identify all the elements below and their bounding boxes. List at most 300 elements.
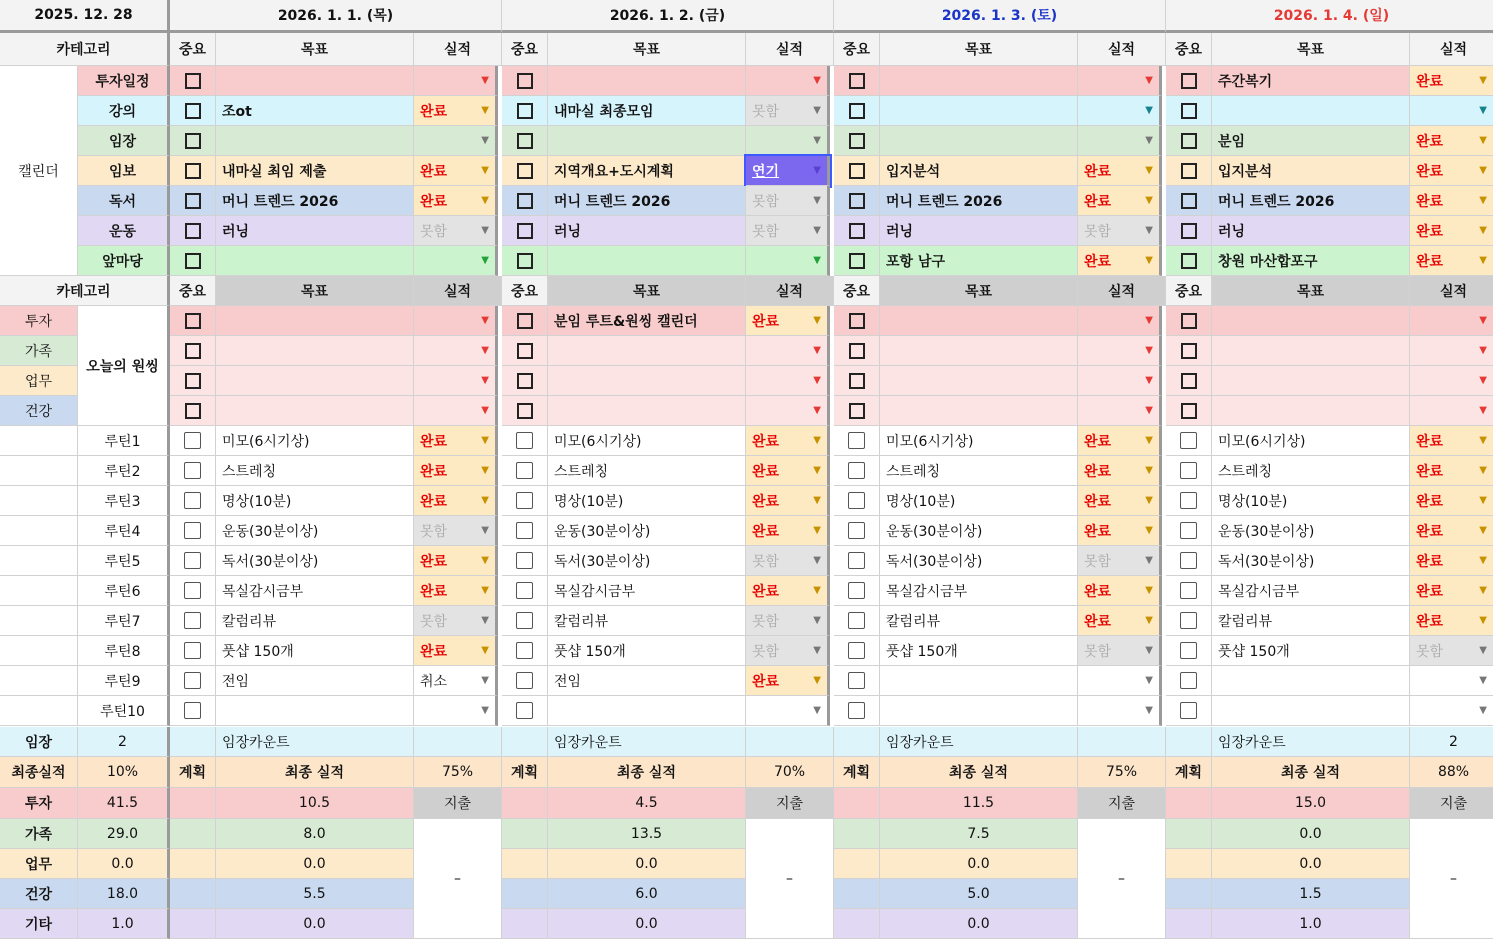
- dropdown-arrow-icon[interactable]: ▼: [1145, 374, 1153, 386]
- result-dropdown[interactable]: [414, 216, 498, 246]
- important-checkbox[interactable]: [848, 642, 865, 659]
- important-checkbox[interactable]: [1180, 522, 1197, 539]
- dropdown-arrow-icon[interactable]: ▼: [481, 554, 489, 566]
- dropdown-arrow-icon[interactable]: ▼: [1479, 704, 1487, 716]
- dropdown-arrow-icon[interactable]: ▼: [1145, 674, 1153, 686]
- important-checkbox[interactable]: [849, 133, 865, 149]
- dropdown-arrow-icon[interactable]: ▼: [1479, 554, 1487, 566]
- result-dropdown[interactable]: [1410, 246, 1493, 276]
- dropdown-arrow-icon[interactable]: ▼: [813, 74, 821, 86]
- result-dropdown[interactable]: [746, 246, 830, 276]
- important-checkbox[interactable]: [1181, 193, 1197, 209]
- result-dropdown[interactable]: [1078, 576, 1162, 606]
- dropdown-arrow-icon[interactable]: ▼: [1145, 554, 1153, 566]
- result-dropdown[interactable]: [746, 456, 830, 486]
- important-checkbox[interactable]: [184, 672, 201, 689]
- important-checkbox[interactable]: [517, 253, 533, 269]
- result-dropdown[interactable]: [1410, 576, 1493, 606]
- important-checkbox[interactable]: [1181, 73, 1197, 89]
- routine-goal-input[interactable]: 독서(30분이상): [548, 546, 746, 576]
- dropdown-arrow-icon[interactable]: ▼: [481, 314, 489, 326]
- dropdown-arrow-icon[interactable]: ▼: [1479, 374, 1487, 386]
- important-checkbox[interactable]: [1181, 373, 1197, 389]
- dropdown-arrow-icon[interactable]: ▼: [1145, 614, 1153, 626]
- important-checkbox[interactable]: [848, 672, 865, 689]
- goal-input[interactable]: [216, 396, 414, 426]
- important-checkbox[interactable]: [1181, 133, 1197, 149]
- important-checkbox[interactable]: [185, 373, 201, 389]
- dropdown-arrow-icon[interactable]: ▼: [481, 344, 489, 356]
- important-checkbox[interactable]: [848, 522, 865, 539]
- important-checkbox[interactable]: [1181, 103, 1197, 119]
- result-dropdown[interactable]: [1078, 396, 1162, 426]
- important-checkbox[interactable]: [184, 582, 201, 599]
- important-checkbox[interactable]: [517, 223, 533, 239]
- important-checkbox[interactable]: [849, 403, 865, 419]
- result-dropdown[interactable]: [1078, 246, 1162, 276]
- result-dropdown[interactable]: [1410, 186, 1493, 216]
- result-dropdown[interactable]: [1410, 606, 1493, 636]
- result-dropdown[interactable]: [1078, 486, 1162, 516]
- result-dropdown[interactable]: [1410, 696, 1493, 726]
- important-checkbox[interactable]: [184, 492, 201, 509]
- dropdown-arrow-icon[interactable]: ▼: [481, 194, 489, 206]
- result-dropdown[interactable]: [1410, 336, 1493, 366]
- result-dropdown[interactable]: [1078, 66, 1162, 96]
- dropdown-arrow-icon[interactable]: ▼: [1479, 584, 1487, 596]
- dropdown-arrow-icon[interactable]: ▼: [1479, 614, 1487, 626]
- dropdown-arrow-icon[interactable]: ▼: [1479, 254, 1487, 266]
- dropdown-arrow-icon[interactable]: ▼: [481, 614, 489, 626]
- result-dropdown[interactable]: [414, 636, 498, 666]
- dropdown-arrow-icon[interactable]: ▼: [813, 434, 821, 446]
- goal-input[interactable]: [216, 306, 414, 336]
- dropdown-arrow-icon[interactable]: ▼: [1145, 314, 1153, 326]
- important-checkbox[interactable]: [849, 193, 865, 209]
- routine-goal-input[interactable]: 명상(10분): [1212, 486, 1410, 516]
- dropdown-arrow-icon[interactable]: ▼: [481, 644, 489, 656]
- result-dropdown[interactable]: [414, 96, 498, 126]
- routine-goal-input[interactable]: [216, 696, 414, 726]
- result-dropdown[interactable]: [414, 576, 498, 606]
- dropdown-arrow-icon[interactable]: ▼: [1145, 584, 1153, 596]
- routine-goal-input[interactable]: 칼럼리뷰: [548, 606, 746, 636]
- goal-input[interactable]: [216, 336, 414, 366]
- goal-input[interactable]: [1212, 396, 1410, 426]
- result-dropdown[interactable]: [746, 636, 830, 666]
- result-dropdown[interactable]: [746, 336, 830, 366]
- important-checkbox[interactable]: [849, 223, 865, 239]
- important-checkbox[interactable]: [1180, 582, 1197, 599]
- goal-input[interactable]: 러닝: [216, 216, 414, 246]
- routine-goal-input[interactable]: 운동(30분이상): [216, 516, 414, 546]
- result-dropdown[interactable]: [1410, 66, 1493, 96]
- result-dropdown[interactable]: [1410, 486, 1493, 516]
- dropdown-arrow-icon[interactable]: ▼: [1479, 314, 1487, 326]
- goal-input[interactable]: [548, 336, 746, 366]
- dropdown-arrow-icon[interactable]: ▼: [813, 704, 821, 716]
- result-dropdown[interactable]: [414, 396, 498, 426]
- goal-input[interactable]: [548, 66, 746, 96]
- result-dropdown[interactable]: [1078, 126, 1162, 156]
- routine-goal-input[interactable]: 미모(6시기상): [880, 426, 1078, 456]
- important-checkbox[interactable]: [185, 343, 201, 359]
- goal-input[interactable]: [880, 96, 1078, 126]
- result-dropdown[interactable]: [746, 306, 830, 336]
- important-checkbox[interactable]: [1180, 552, 1197, 569]
- dropdown-arrow-icon[interactable]: ▼: [813, 134, 821, 146]
- goal-input[interactable]: 포항 남구: [880, 246, 1078, 276]
- result-dropdown[interactable]: [414, 156, 498, 186]
- dropdown-arrow-icon[interactable]: ▼: [1145, 644, 1153, 656]
- dropdown-arrow-icon[interactable]: ▼: [1145, 404, 1153, 416]
- routine-goal-input[interactable]: [548, 696, 746, 726]
- important-checkbox[interactable]: [185, 133, 201, 149]
- routine-goal-input[interactable]: 목실감시금부: [880, 576, 1078, 606]
- dropdown-arrow-icon[interactable]: ▼: [1479, 74, 1487, 86]
- important-checkbox[interactable]: [516, 582, 533, 599]
- result-dropdown[interactable]: [414, 456, 498, 486]
- dropdown-arrow-icon[interactable]: ▼: [813, 614, 821, 626]
- important-checkbox[interactable]: [185, 403, 201, 419]
- result-dropdown[interactable]: [1078, 336, 1162, 366]
- result-dropdown[interactable]: [1410, 456, 1493, 486]
- important-checkbox[interactable]: [517, 73, 533, 89]
- important-checkbox[interactable]: [516, 612, 533, 629]
- dropdown-arrow-icon[interactable]: ▼: [1145, 194, 1153, 206]
- goal-input[interactable]: 러닝: [548, 216, 746, 246]
- goal-input[interactable]: [216, 246, 414, 276]
- routine-goal-input[interactable]: 미모(6시기상): [1212, 426, 1410, 456]
- important-checkbox[interactable]: [517, 313, 533, 329]
- dropdown-arrow-icon[interactable]: ▼: [1145, 254, 1153, 266]
- important-checkbox[interactable]: [517, 403, 533, 419]
- dropdown-arrow-icon[interactable]: ▼: [813, 584, 821, 596]
- important-checkbox[interactable]: [516, 432, 533, 449]
- dropdown-arrow-icon[interactable]: ▼: [481, 584, 489, 596]
- important-checkbox[interactable]: [185, 103, 201, 119]
- dropdown-arrow-icon[interactable]: ▼: [813, 524, 821, 536]
- dropdown-arrow-icon[interactable]: ▼: [813, 404, 821, 416]
- result-dropdown[interactable]: [1078, 186, 1162, 216]
- important-checkbox[interactable]: [1181, 343, 1197, 359]
- dropdown-arrow-icon[interactable]: ▼: [813, 674, 821, 686]
- result-dropdown[interactable]: [1078, 606, 1162, 636]
- important-checkbox[interactable]: [848, 702, 865, 719]
- important-checkbox[interactable]: [1180, 462, 1197, 479]
- goal-input[interactable]: 머니 트렌드 2026: [1212, 186, 1410, 216]
- goal-input[interactable]: [1212, 336, 1410, 366]
- dropdown-arrow-icon[interactable]: ▼: [481, 494, 489, 506]
- routine-goal-input[interactable]: [1212, 696, 1410, 726]
- dropdown-arrow-icon[interactable]: ▼: [481, 134, 489, 146]
- important-checkbox[interactable]: [1180, 642, 1197, 659]
- routine-goal-input[interactable]: 목실감시금부: [548, 576, 746, 606]
- result-dropdown[interactable]: [1078, 426, 1162, 456]
- important-checkbox[interactable]: [185, 223, 201, 239]
- goal-input[interactable]: [880, 396, 1078, 426]
- important-checkbox[interactable]: [516, 522, 533, 539]
- dropdown-arrow-icon[interactable]: ▼: [481, 704, 489, 716]
- dropdown-arrow-icon[interactable]: ▼: [813, 104, 821, 116]
- routine-goal-input[interactable]: 목실감시금부: [216, 576, 414, 606]
- important-checkbox[interactable]: [1181, 313, 1197, 329]
- goal-input[interactable]: 머니 트렌드 2026: [548, 186, 746, 216]
- important-checkbox[interactable]: [848, 612, 865, 629]
- result-dropdown[interactable]: [414, 366, 498, 396]
- important-checkbox[interactable]: [516, 552, 533, 569]
- routine-goal-input[interactable]: 운동(30분이상): [548, 516, 746, 546]
- result-dropdown[interactable]: [1078, 366, 1162, 396]
- goal-input[interactable]: 러닝: [1212, 216, 1410, 246]
- dropdown-arrow-icon[interactable]: ▼: [1479, 674, 1487, 686]
- dropdown-arrow-icon[interactable]: ▼: [813, 314, 821, 326]
- important-checkbox[interactable]: [849, 163, 865, 179]
- result-dropdown[interactable]: [746, 216, 830, 246]
- dropdown-arrow-icon[interactable]: ▼: [1145, 74, 1153, 86]
- result-dropdown[interactable]: [414, 426, 498, 456]
- routine-goal-input[interactable]: 스트레칭: [216, 456, 414, 486]
- important-checkbox[interactable]: [517, 343, 533, 359]
- important-checkbox[interactable]: [1180, 672, 1197, 689]
- dropdown-arrow-icon[interactable]: ▼: [813, 344, 821, 356]
- routine-goal-input[interactable]: 풋샵 150개: [880, 636, 1078, 666]
- dropdown-arrow-icon[interactable]: ▼: [813, 494, 821, 506]
- goal-input[interactable]: [548, 246, 746, 276]
- goal-input[interactable]: [880, 336, 1078, 366]
- result-dropdown[interactable]: [414, 666, 498, 696]
- routine-goal-input[interactable]: 미모(6시기상): [216, 426, 414, 456]
- dropdown-arrow-icon[interactable]: ▼: [481, 74, 489, 86]
- important-checkbox[interactable]: [185, 73, 201, 89]
- result-dropdown[interactable]: [746, 396, 830, 426]
- routine-goal-input[interactable]: 풋샵 150개: [1212, 636, 1410, 666]
- routine-goal-input[interactable]: 운동(30분이상): [1212, 516, 1410, 546]
- goal-input[interactable]: 입지분석: [880, 156, 1078, 186]
- important-checkbox[interactable]: [1181, 403, 1197, 419]
- dropdown-arrow-icon[interactable]: ▼: [1145, 524, 1153, 536]
- goal-input[interactable]: 머니 트렌드 2026: [216, 186, 414, 216]
- dropdown-arrow-icon[interactable]: ▼: [1145, 164, 1153, 176]
- result-dropdown[interactable]: [1410, 636, 1493, 666]
- result-dropdown[interactable]: [1410, 156, 1493, 186]
- routine-goal-input[interactable]: 명상(10분): [880, 486, 1078, 516]
- result-dropdown[interactable]: [746, 426, 830, 456]
- result-dropdown[interactable]: [414, 306, 498, 336]
- routine-goal-input[interactable]: 운동(30분이상): [880, 516, 1078, 546]
- important-checkbox[interactable]: [1181, 163, 1197, 179]
- dropdown-arrow-icon[interactable]: ▼: [1145, 434, 1153, 446]
- routine-goal-input[interactable]: 스트레칭: [880, 456, 1078, 486]
- dropdown-arrow-icon[interactable]: ▼: [481, 254, 489, 266]
- goal-input[interactable]: 창원 마산합포구: [1212, 246, 1410, 276]
- result-dropdown[interactable]: [746, 516, 830, 546]
- important-checkbox[interactable]: [516, 492, 533, 509]
- result-dropdown[interactable]: [1078, 456, 1162, 486]
- routine-goal-input[interactable]: 독서(30분이상): [216, 546, 414, 576]
- routine-goal-input[interactable]: 미모(6시기상): [548, 426, 746, 456]
- important-checkbox[interactable]: [517, 373, 533, 389]
- important-checkbox[interactable]: [517, 103, 533, 119]
- dropdown-arrow-icon[interactable]: ▼: [1479, 134, 1487, 146]
- result-dropdown[interactable]: [746, 126, 830, 156]
- important-checkbox[interactable]: [849, 253, 865, 269]
- goal-input[interactable]: 내마실 최임 제출: [216, 156, 414, 186]
- important-checkbox[interactable]: [517, 193, 533, 209]
- dropdown-arrow-icon[interactable]: ▼: [1479, 344, 1487, 356]
- dropdown-arrow-icon[interactable]: ▼: [1479, 164, 1487, 176]
- dropdown-arrow-icon[interactable]: ▼: [1479, 194, 1487, 206]
- result-dropdown[interactable]: [1078, 666, 1162, 696]
- important-checkbox[interactable]: [849, 103, 865, 119]
- result-dropdown[interactable]: [1410, 306, 1493, 336]
- routine-goal-input[interactable]: 독서(30분이상): [880, 546, 1078, 576]
- result-dropdown[interactable]: [414, 516, 498, 546]
- routine-goal-input[interactable]: 풋샵 150개: [216, 636, 414, 666]
- routine-goal-input[interactable]: 풋샵 150개: [548, 636, 746, 666]
- dropdown-arrow-icon[interactable]: ▼: [1479, 224, 1487, 236]
- result-dropdown[interactable]: [414, 606, 498, 636]
- important-checkbox[interactable]: [1180, 492, 1197, 509]
- routine-goal-input[interactable]: [1212, 666, 1410, 696]
- important-checkbox[interactable]: [184, 642, 201, 659]
- result-dropdown[interactable]: [414, 696, 498, 726]
- result-dropdown[interactable]: [746, 546, 830, 576]
- dropdown-arrow-icon[interactable]: ▼: [813, 554, 821, 566]
- dropdown-arrow-icon[interactable]: ▼: [1479, 644, 1487, 656]
- result-dropdown[interactable]: [1078, 216, 1162, 246]
- goal-input[interactable]: 러닝: [880, 216, 1078, 246]
- result-dropdown[interactable]: [1078, 306, 1162, 336]
- goal-input[interactable]: [1212, 366, 1410, 396]
- result-dropdown[interactable]: [746, 66, 830, 96]
- result-dropdown[interactable]: [1410, 666, 1493, 696]
- result-dropdown[interactable]: [414, 66, 498, 96]
- result-dropdown[interactable]: [414, 126, 498, 156]
- important-checkbox[interactable]: [848, 492, 865, 509]
- important-checkbox[interactable]: [516, 462, 533, 479]
- routine-goal-input[interactable]: 칼럼리뷰: [216, 606, 414, 636]
- goal-input[interactable]: 지역개요+도시계획: [548, 156, 746, 186]
- dropdown-arrow-icon[interactable]: ▼: [481, 524, 489, 536]
- important-checkbox[interactable]: [184, 432, 201, 449]
- important-checkbox[interactable]: [1180, 432, 1197, 449]
- important-checkbox[interactable]: [516, 642, 533, 659]
- routine-goal-input[interactable]: 명상(10분): [548, 486, 746, 516]
- dropdown-arrow-icon[interactable]: ▼: [1479, 404, 1487, 416]
- dropdown-arrow-icon[interactable]: ▼: [1145, 344, 1153, 356]
- dropdown-arrow-icon[interactable]: ▼: [1479, 104, 1487, 116]
- goal-input[interactable]: [216, 66, 414, 96]
- result-dropdown[interactable]: [746, 96, 830, 126]
- dropdown-arrow-icon[interactable]: ▼: [813, 374, 821, 386]
- important-checkbox[interactable]: [848, 462, 865, 479]
- important-checkbox[interactable]: [184, 552, 201, 569]
- important-checkbox[interactable]: [517, 163, 533, 179]
- goal-input[interactable]: [548, 366, 746, 396]
- dropdown-arrow-icon[interactable]: ▼: [481, 674, 489, 686]
- result-dropdown[interactable]: [1410, 396, 1493, 426]
- dropdown-arrow-icon[interactable]: ▼: [481, 104, 489, 116]
- important-checkbox[interactable]: [185, 193, 201, 209]
- important-checkbox[interactable]: [1181, 223, 1197, 239]
- result-dropdown[interactable]: [1410, 516, 1493, 546]
- result-dropdown[interactable]: [746, 606, 830, 636]
- result-dropdown[interactable]: [1410, 216, 1493, 246]
- important-checkbox[interactable]: [849, 73, 865, 89]
- dropdown-arrow-icon[interactable]: ▼: [481, 164, 489, 176]
- goal-input[interactable]: [1212, 306, 1410, 336]
- goal-input[interactable]: [1212, 96, 1410, 126]
- important-checkbox[interactable]: [185, 163, 201, 179]
- important-checkbox[interactable]: [1181, 253, 1197, 269]
- result-dropdown[interactable]: [1410, 126, 1493, 156]
- result-dropdown[interactable]: [746, 666, 830, 696]
- dropdown-arrow-icon[interactable]: ▼: [1479, 434, 1487, 446]
- important-checkbox[interactable]: [848, 432, 865, 449]
- result-dropdown[interactable]: [746, 186, 830, 216]
- goal-input[interactable]: [880, 126, 1078, 156]
- routine-goal-input[interactable]: [880, 666, 1078, 696]
- important-checkbox[interactable]: [849, 313, 865, 329]
- important-checkbox[interactable]: [516, 702, 533, 719]
- dropdown-arrow-icon[interactable]: ▼: [1145, 134, 1153, 146]
- result-dropdown[interactable]: [1078, 516, 1162, 546]
- important-checkbox[interactable]: [184, 462, 201, 479]
- dropdown-arrow-icon[interactable]: ▼: [481, 434, 489, 446]
- result-dropdown[interactable]: [414, 486, 498, 516]
- dropdown-arrow-icon[interactable]: ▼: [481, 404, 489, 416]
- goal-input[interactable]: [880, 366, 1078, 396]
- result-dropdown[interactable]: [414, 336, 498, 366]
- important-checkbox[interactable]: [184, 522, 201, 539]
- routine-goal-input[interactable]: 칼럼리뷰: [1212, 606, 1410, 636]
- result-dropdown[interactable]: [746, 486, 830, 516]
- goal-input[interactable]: [880, 306, 1078, 336]
- dropdown-arrow-icon[interactable]: ▼: [1479, 524, 1487, 536]
- important-checkbox[interactable]: [849, 343, 865, 359]
- dropdown-arrow-icon[interactable]: ▼: [1479, 494, 1487, 506]
- result-dropdown[interactable]: [746, 576, 830, 606]
- result-dropdown[interactable]: [1410, 366, 1493, 396]
- result-dropdown[interactable]: [414, 546, 498, 576]
- result-dropdown[interactable]: [1410, 96, 1493, 126]
- dropdown-arrow-icon[interactable]: ▼: [1479, 464, 1487, 476]
- dropdown-arrow-icon[interactable]: ▼: [813, 644, 821, 656]
- routine-goal-input[interactable]: 스트레칭: [1212, 456, 1410, 486]
- result-dropdown[interactable]: [1078, 156, 1162, 186]
- result-dropdown[interactable]: [1078, 636, 1162, 666]
- goal-input[interactable]: 내마실 최종모임: [548, 96, 746, 126]
- goal-input[interactable]: 조ot: [216, 96, 414, 126]
- routine-goal-input[interactable]: 칼럼리뷰: [880, 606, 1078, 636]
- goal-input[interactable]: [216, 366, 414, 396]
- result-dropdown[interactable]: [746, 366, 830, 396]
- goal-input[interactable]: 분임: [1212, 126, 1410, 156]
- result-dropdown[interactable]: [1410, 546, 1493, 576]
- routine-goal-input[interactable]: 목실감시금부: [1212, 576, 1410, 606]
- important-checkbox[interactable]: [516, 672, 533, 689]
- routine-goal-input[interactable]: 명상(10분): [216, 486, 414, 516]
- result-dropdown[interactable]: [746, 156, 830, 186]
- goal-input[interactable]: [880, 66, 1078, 96]
- goal-input[interactable]: 머니 트렌드 2026: [880, 186, 1078, 216]
- dropdown-arrow-icon[interactable]: ▼: [481, 374, 489, 386]
- result-dropdown[interactable]: [414, 246, 498, 276]
- important-checkbox[interactable]: [848, 552, 865, 569]
- result-dropdown[interactable]: [1078, 696, 1162, 726]
- important-checkbox[interactable]: [1180, 702, 1197, 719]
